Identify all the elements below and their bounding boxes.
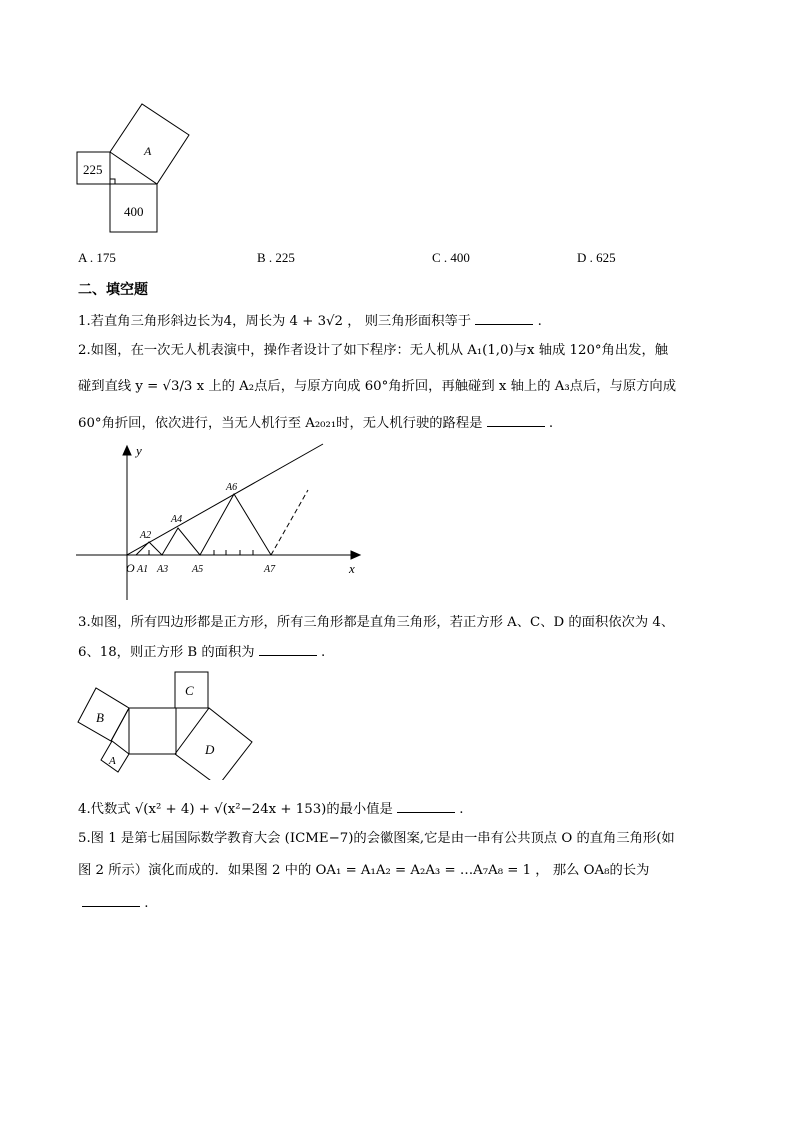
question-2-line-3 bbox=[78, 414, 738, 433]
question-3-line-1: 3.如图，所有四边形都是正方形，所有三角形都是直角三角形，若正方形 A、C、D 的面积依次为 4、 bbox=[78, 615, 675, 630]
label-d: D bbox=[205, 742, 215, 757]
origin-label: O bbox=[126, 561, 135, 575]
q5-answer-blank[interactable] bbox=[82, 894, 140, 907]
a3-label: A3 bbox=[157, 564, 169, 575]
question-5-line-3 bbox=[78, 894, 738, 913]
q2-text: 60°角折回，依次进行，当无人机行至 A₂₀₂₁时，无人机行驶的路程是 bbox=[78, 416, 483, 431]
right-angle-marker bbox=[110, 179, 115, 184]
label-400: 400 bbox=[124, 204, 144, 219]
label-a: A bbox=[144, 144, 152, 158]
label-b: B bbox=[96, 710, 104, 725]
option-b[interactable]: B . 225 bbox=[257, 250, 295, 265]
q5-end: . bbox=[144, 896, 149, 911]
y-label: y bbox=[136, 443, 142, 458]
q1-text: 1.若直角三角形斜边长为4，周长为 4 + 3√2 ， 则三角形面积等于 bbox=[78, 314, 472, 329]
q2-answer-blank[interactable] bbox=[487, 414, 545, 427]
x-label: x bbox=[349, 561, 355, 576]
a4-label: A4 bbox=[171, 514, 183, 525]
question-1 bbox=[78, 312, 738, 331]
label-225: 225 bbox=[83, 162, 103, 177]
q1-end: . bbox=[537, 314, 542, 329]
pythagoras-figure bbox=[74, 100, 198, 238]
question-4 bbox=[78, 800, 738, 819]
label-c: C bbox=[185, 683, 194, 698]
option-a[interactable]: A . 175 bbox=[78, 250, 116, 265]
squares-figure bbox=[74, 668, 264, 780]
y-axis-arrow bbox=[123, 446, 131, 455]
q4-end: . bbox=[459, 802, 464, 817]
q4-text: 4.代数式 √(x² + 4) + √(x²−24x + 153)的最小值是 bbox=[78, 802, 393, 817]
center-square bbox=[129, 708, 176, 754]
option-c[interactable]: C . 400 bbox=[432, 250, 470, 265]
drone-path bbox=[136, 494, 271, 555]
question-2-line-2: 碰到直线 y = √3/3 x 上的 A₂点后，与原方向成 60°角折回，再触碰到 x 轴上的 A₃点后，与原方向成 bbox=[78, 379, 677, 394]
a5-label: A5 bbox=[192, 564, 204, 575]
q3-answer-blank[interactable] bbox=[259, 643, 317, 656]
a1-label: A1 bbox=[137, 564, 149, 575]
x-axis-arrow bbox=[351, 551, 360, 559]
q3-text: 6、18，则正方形 B 的面积为 bbox=[78, 645, 255, 660]
question-5-line-1: 5.图 1 是第七届国际数学教育大会 (ICME−7)的会徽图案,它是由一串有公共顶点 O 的直角三角形(如 bbox=[78, 831, 675, 846]
option-d[interactable]: D . 625 bbox=[577, 250, 616, 265]
drone-path-figure bbox=[74, 442, 374, 602]
slant-line bbox=[127, 444, 323, 555]
q3-end: . bbox=[321, 645, 326, 660]
label-a-small: A bbox=[109, 755, 116, 767]
drone-path-continuation bbox=[271, 490, 308, 555]
question-2-line-1: 2.如图，在一次无人机表演中，操作者设计了如下程序：无人机从 A₁(1,0)与x 轴成 120°角出发，触 bbox=[78, 343, 669, 358]
question-5-line-2: 图 2 所示）演化而成的．如果图 2 中的 OA₁ = A₁A₂ = A₂A₃ = …A₇A₈ = 1 ， 那么 OA₈的长为 bbox=[78, 863, 650, 878]
question-3-line-2 bbox=[78, 643, 738, 662]
a2-label: A2 bbox=[140, 530, 152, 541]
q4-answer-blank[interactable] bbox=[397, 800, 455, 813]
q2-end: . bbox=[548, 416, 554, 431]
section-heading: 二、填空题 bbox=[78, 282, 148, 298]
q1-answer-blank[interactable] bbox=[475, 312, 533, 325]
a7-label: A7 bbox=[264, 564, 276, 575]
a6-label: A6 bbox=[226, 482, 238, 493]
